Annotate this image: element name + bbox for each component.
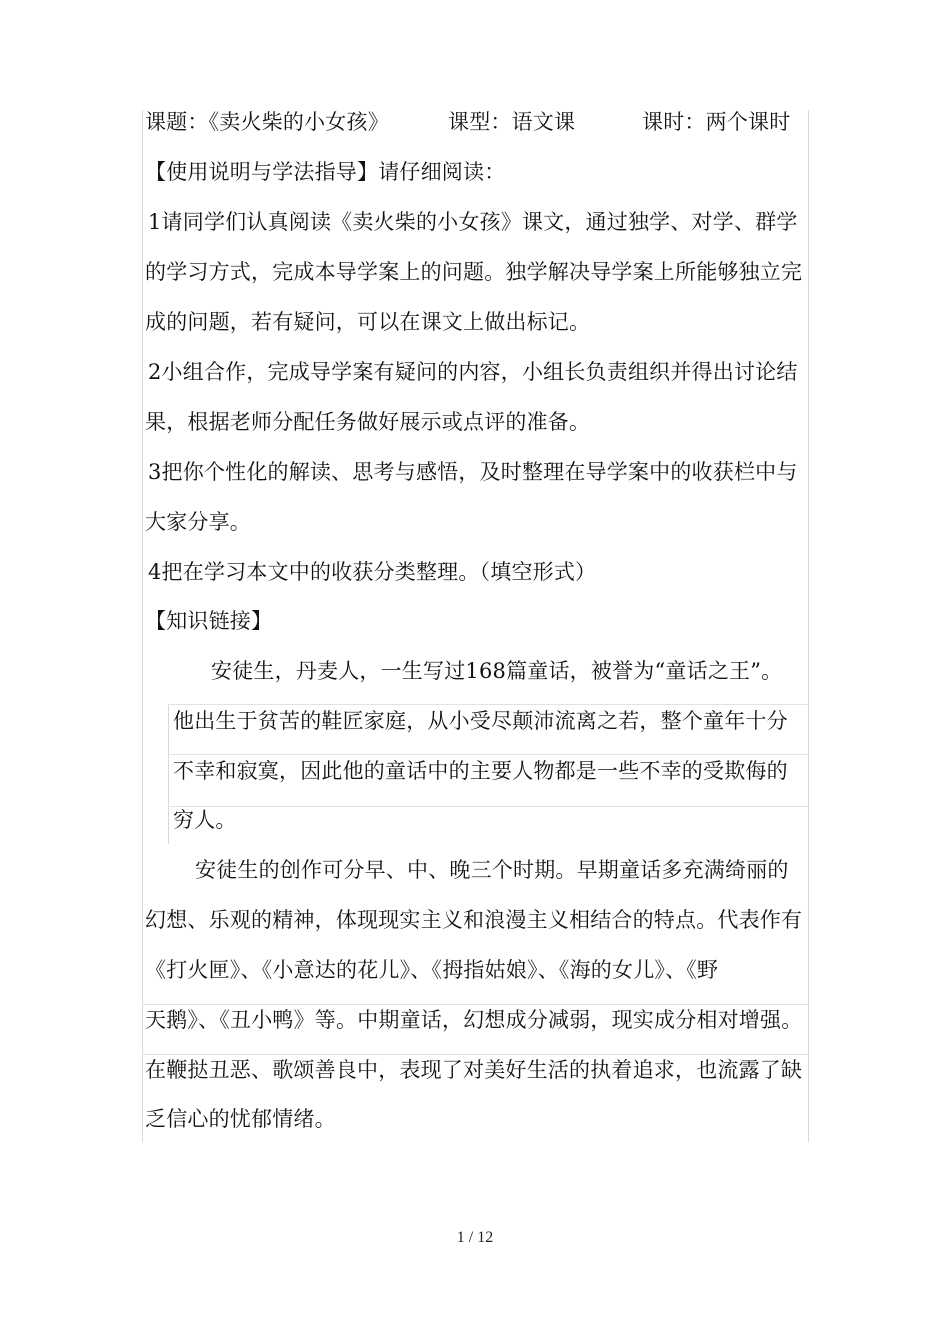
knowledge-para2-line: 在鞭挞丑恶、歌颂善良中，表现了对美好生活的执着追求，也流露了缺 [145, 1058, 803, 1082]
lesson-hours: 课时：两个课时 [642, 110, 791, 134]
row-divider [168, 754, 808, 755]
knowledge-para2-line: 乏信心的忧郁情绪。 [145, 1107, 336, 1131]
instruction-line: 果，根据老师分配任务做好展示或点评的准备。 [145, 410, 591, 434]
instruction-line: 3把你个性化的解读、思考与感悟，及时整理在导学案中的收获栏中与 [148, 460, 798, 484]
knowledge-para1-line: 穷人。 [173, 808, 237, 832]
page-indicator: 1 / 12 [456, 1229, 494, 1246]
knowledge-para2-line: 《打火匣》、《小意达的花儿》、《拇指姑娘》、《海的女儿》、《野 [145, 958, 719, 982]
inner-box-border-left [168, 704, 169, 844]
instruction-line: 成的问题，若有疑问，可以在课文上做出标记。 [145, 310, 591, 334]
knowledge-para2-line: 天鹅》、《丑小鸭》等。中期童话，幻想成分减弱，现实成分相对增强。 [145, 1008, 803, 1032]
instruction-line: 2小组合作，完成导学案有疑问的内容，小组长负责组织并得出讨论结 [148, 360, 798, 384]
instruction-line: 4把在学习本文中的收获分类整理。（填空形式） [148, 560, 597, 584]
knowledge-para2-line: 安徒生的创作可分早、中、晚三个时期。早期童话多充满绮丽的 [195, 858, 789, 882]
knowledge-para1-line: 安徒生，丹麦人，一生写过168篇童话，被誉为“童话之王”。 [211, 659, 783, 683]
knowledge-para2-line: 幻想、乐观的精神，体现现实主义和浪漫主义相结合的特点。代表作有 [145, 908, 803, 932]
table-border-left [142, 110, 143, 1142]
row-divider [168, 806, 808, 807]
instructions-heading: 【使用说明与学法指导】请仔细阅读： [145, 160, 506, 184]
inner-box-border-top [168, 704, 808, 705]
table-border-right [808, 110, 809, 1142]
lesson-type: 课型：语文课 [448, 110, 576, 134]
knowledge-para1-line: 他出生于贫苦的鞋匠家庭，从小受尽颠沛流离之若，整个童年十分 [173, 709, 788, 733]
instruction-line: 的学习方式，完成本导学案上的问题。独学解决导学案上所能够独立完 [145, 260, 803, 284]
instruction-line: 1请同学们认真阅读《卖火柴的小女孩》课文，通过独学、对学、群学 [148, 210, 798, 234]
knowledge-para1-line: 不幸和寂寞，因此他的童话中的主要人物都是一些不幸的受欺侮的 [173, 759, 788, 783]
instruction-line: 大家分享。 [145, 510, 251, 534]
lesson-title: 课题：《卖火柴的小女孩》 [145, 110, 389, 134]
knowledge-heading: 【知识链接】 [145, 609, 273, 633]
